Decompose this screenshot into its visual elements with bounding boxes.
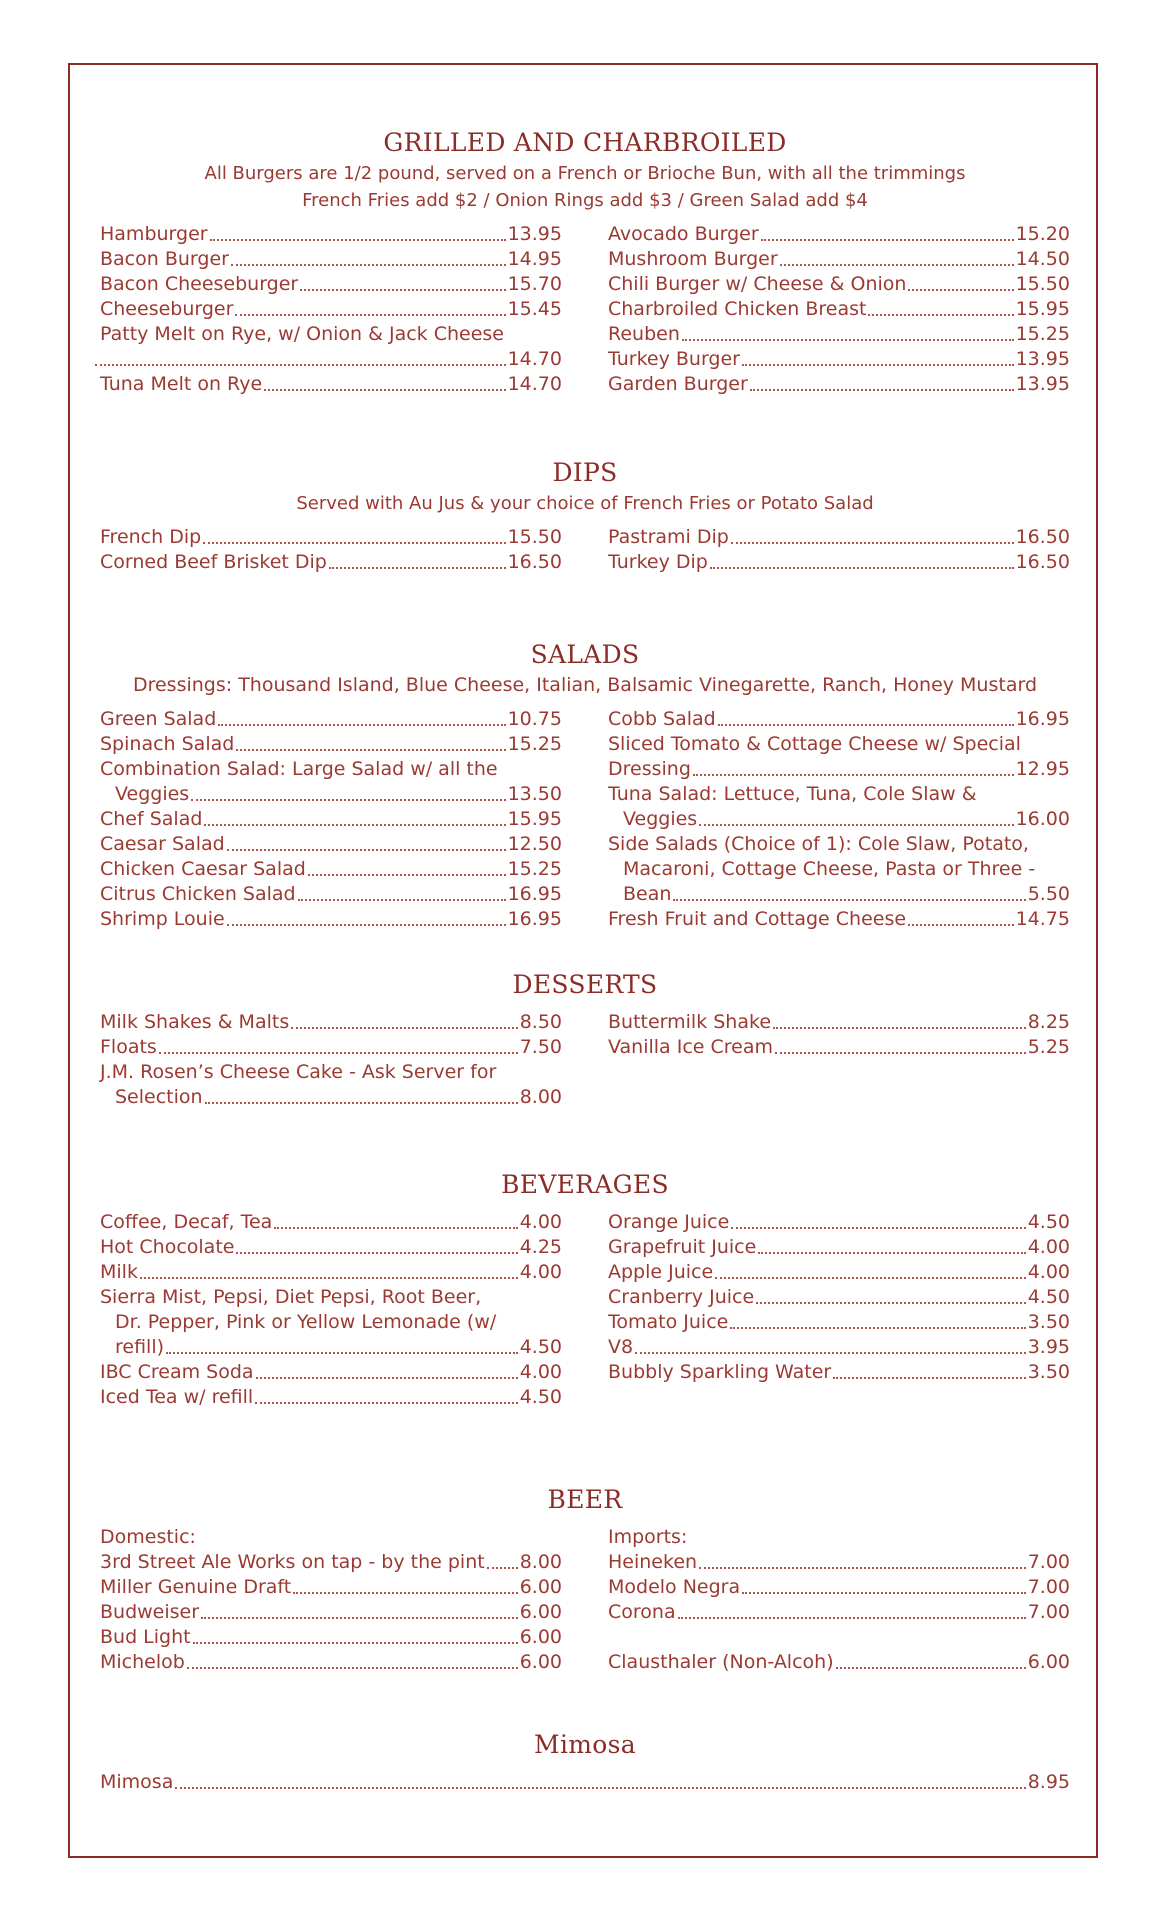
section-subtitle: French Fries add $2 / Onion Rings add $3 / Green Salad add $4 [302, 190, 868, 211]
item-price: 16.50 [507, 551, 562, 573]
item-name: Patty Melt on Rye, w/ Onion & Jack Cheese [100, 323, 504, 345]
dot-leader [868, 314, 1013, 316]
dot-leader [227, 924, 506, 926]
menu-column-right [608, 1525, 1070, 1675]
menu-item [100, 1650, 562, 1675]
item-name: 3rd Street Ale Works on tap - by the pint [100, 1551, 485, 1573]
item-price: 8.95 [1027, 1771, 1070, 1793]
item-price: 16.50 [1015, 526, 1070, 548]
item-price: 16.95 [1015, 708, 1070, 730]
item-price: 6.00 [519, 1576, 562, 1598]
dot-leader [750, 389, 1014, 391]
item-price: 15.25 [507, 733, 562, 755]
item-price: 8.00 [519, 1551, 562, 1573]
menu-item [608, 550, 1070, 575]
menu-item [100, 1260, 562, 1285]
item-name: Citrus Chicken Salad [100, 883, 296, 905]
item-price: 4.50 [1027, 1211, 1070, 1233]
dot-leader [300, 289, 505, 291]
item-name: Tuna Salad: Lettuce, Tuna, Cole Slaw & [608, 783, 977, 805]
menu-item [100, 1035, 562, 1060]
section-desserts [100, 968, 1070, 1110]
item-name: Sliced Tomato & Cottage Cheese w/ Special [608, 733, 1021, 755]
section-beverages [100, 1168, 1070, 1410]
menu-item [608, 247, 1070, 272]
item-name: Charbroiled Chicken Breast [608, 298, 867, 320]
menu-item [608, 1010, 1070, 1035]
dot-leader [487, 1567, 518, 1569]
dot-leader [635, 1352, 1026, 1354]
item-price: 16.50 [1015, 551, 1070, 573]
dot-leader [731, 542, 1014, 544]
dot-leader [761, 239, 1014, 241]
item-price: 15.25 [1015, 323, 1070, 345]
section-title: SALADS [530, 640, 640, 669]
menu-item [608, 1600, 1070, 1625]
dot-leader [231, 264, 506, 266]
item-name: Budweiser [100, 1601, 200, 1623]
item-price: 4.00 [1027, 1236, 1070, 1258]
menu-column-right [608, 222, 1070, 397]
item-name: Spinach Salad [100, 733, 235, 755]
menu-item [100, 807, 562, 832]
item-name: Coffee, Decaf, Tea [100, 1211, 273, 1233]
menu-column-left [100, 707, 562, 932]
menu-item [100, 1770, 1070, 1795]
item-price: 14.50 [1015, 248, 1070, 270]
dot-leader [274, 1227, 517, 1229]
item-name: French Dip [100, 526, 202, 548]
item-name: Green Salad [100, 708, 217, 730]
item-price: 3.95 [1027, 1336, 1070, 1358]
menu-column-right [608, 1010, 1070, 1110]
menu-item [100, 1235, 562, 1260]
item-name: Miller Genuine Draft [100, 1576, 292, 1598]
section-beer [100, 1483, 1070, 1675]
item-price: 6.00 [519, 1626, 562, 1648]
item-name: Mushroom Burger [608, 248, 778, 270]
menu-item [608, 1035, 1070, 1060]
menu-item [608, 222, 1070, 247]
menu-item [608, 1650, 1070, 1675]
item-price: 15.70 [507, 273, 562, 295]
item-price: 6.00 [519, 1651, 562, 1673]
imports-label: Imports: [608, 1526, 688, 1548]
item-name: Caesar Salad [100, 833, 225, 855]
dot-leader [293, 1592, 517, 1594]
item-name: Corona [608, 1601, 676, 1623]
item-name: Cranberry Juice [608, 1286, 755, 1308]
item-name: Combination Salad: Large Salad w/ all the [100, 758, 498, 780]
section-grilled [100, 126, 1070, 397]
menu-item [100, 832, 562, 857]
item-name: Fresh Fruit and Cottage Cheese [608, 908, 907, 930]
menu-item [100, 1010, 562, 1035]
dot-leader [756, 1302, 1026, 1304]
item-price: 7.50 [519, 1036, 562, 1058]
menu-item [608, 1285, 1070, 1310]
dot-leader [187, 1667, 518, 1669]
menu-item [100, 1285, 562, 1360]
item-price: 6.00 [519, 1601, 562, 1623]
menu-item [608, 832, 1070, 907]
menu-item [100, 1210, 562, 1235]
section-title: BEER [547, 1485, 623, 1514]
item-name: Floats [100, 1036, 157, 1058]
item-name: Heineken [608, 1551, 698, 1573]
item-price: 8.25 [1027, 1011, 1070, 1033]
item-price: 7.00 [1027, 1601, 1070, 1623]
item-price: 15.25 [507, 858, 562, 880]
menu-item [608, 1235, 1070, 1260]
item-price: 12.50 [507, 833, 562, 855]
menu-column-right [608, 707, 1070, 932]
menu-item [100, 907, 562, 932]
dot-leader [140, 1277, 518, 1279]
dot-leader [742, 1592, 1026, 1594]
item-price: 16.00 [1015, 808, 1070, 830]
item-name: Turkey Burger [608, 348, 740, 370]
item-price: 7.00 [1027, 1576, 1070, 1598]
item-name: Tomato Juice [608, 1311, 729, 1333]
item-name: Bacon Burger [100, 248, 229, 270]
item-price: 13.50 [507, 783, 562, 805]
menu-item [100, 297, 562, 322]
section-title: DESSERTS [512, 970, 658, 999]
item-name: Milk [100, 1261, 138, 1283]
item-name: Tuna Melt on Rye [100, 373, 263, 395]
dot-leader [255, 1402, 518, 1404]
item-name: Clausthaler (Non-Alcoh) [608, 1651, 834, 1673]
item-price: 4.25 [519, 1236, 562, 1258]
item-name: Cheeseburger [100, 298, 234, 320]
item-name: J.M. Rosen’s Cheese Cake - Ask Server for [100, 1061, 497, 1083]
item-price: 8.00 [519, 1086, 562, 1108]
menu-item [608, 347, 1070, 372]
item-name: Avocado Burger [608, 223, 759, 245]
item-price: 4.00 [519, 1361, 562, 1383]
item-price: 3.50 [1027, 1311, 1070, 1333]
item-name: Pastrami Dip [608, 526, 729, 548]
menu-column-left [100, 1525, 562, 1675]
dot-leader [308, 874, 506, 876]
item-price: 15.50 [1015, 273, 1070, 295]
item-price: 14.70 [507, 373, 562, 395]
menu-item [608, 1550, 1070, 1575]
menu-item [100, 1600, 562, 1625]
dot-leader [780, 264, 1014, 266]
item-name: Grapefruit Juice [608, 1236, 757, 1258]
section-dips [100, 456, 1070, 575]
menu-item [608, 782, 1070, 832]
dot-leader [833, 1377, 1025, 1379]
item-name: Side Salads (Choice of 1): Cole Slaw, Potato, [608, 833, 1029, 855]
item-name-cont: Selection [115, 1086, 203, 1108]
domestic-label: Domestic: [100, 1526, 196, 1548]
item-name-cont: Macaroni, Cottage Cheese, Pasta or Three - [623, 858, 1036, 880]
dot-leader [203, 542, 505, 544]
dot-leader [159, 1052, 518, 1054]
item-price: 4.50 [519, 1336, 562, 1358]
menu-item [100, 222, 562, 247]
item-name: Iced Tea w/ refill [100, 1386, 254, 1408]
item-name: Cobb Salad [608, 708, 716, 730]
menu-item [100, 372, 562, 397]
dot-leader [210, 239, 506, 241]
item-name: Bacon Cheeseburger [100, 273, 299, 295]
item-price: 4.00 [519, 1261, 562, 1283]
item-name: Corned Beef Brisket Dip [100, 551, 327, 573]
dot-leader [235, 314, 505, 316]
section-subtitle: Dressings: Thousand Island, Blue Cheese, Italian, Balsamic Vinegarette, Ranch, Honey Mustard [132, 674, 1038, 696]
dot-leader [227, 849, 506, 851]
item-price: 4.50 [519, 1386, 562, 1408]
item-name: Shrimp Louie [100, 908, 225, 930]
dot-leader [236, 749, 505, 751]
menu-item [608, 1260, 1070, 1285]
menu-item [100, 272, 562, 297]
item-price: 7.00 [1027, 1551, 1070, 1573]
section-mimosa [100, 1728, 1070, 1795]
menu-item [608, 1335, 1070, 1360]
item-price: 15.45 [507, 298, 562, 320]
item-price: 13.95 [1015, 348, 1070, 370]
menu-item [608, 907, 1070, 932]
item-name: Garden Burger [608, 373, 748, 395]
dot-leader [201, 1617, 518, 1619]
menu-item [608, 1210, 1070, 1235]
dot-leader [730, 1327, 1025, 1329]
menu-item [100, 1625, 562, 1650]
menu-column-left [100, 222, 562, 397]
menu-item [100, 1550, 562, 1575]
item-price: 6.00 [1027, 1651, 1070, 1673]
menu-item [100, 1060, 562, 1110]
item-price: 16.95 [507, 883, 562, 905]
item-name-cont: Dressing [608, 758, 691, 780]
menu-item [608, 707, 1070, 732]
menu-column-left [100, 1010, 562, 1110]
item-price: 15.20 [1015, 223, 1070, 245]
item-name: Reuben [608, 323, 680, 345]
menu-item [100, 882, 562, 907]
dot-leader [256, 1377, 518, 1379]
item-name-cont: Bean [623, 883, 672, 905]
item-name: Turkey Dip [608, 551, 708, 573]
item-name: Vanilla Ice Cream [608, 1036, 774, 1058]
item-name: Orange Juice [608, 1211, 730, 1233]
section-title: DIPS [552, 458, 618, 487]
menu-column-left [100, 525, 562, 575]
section-subtitle: Served with Au Jus & your choice of French Fries or Potato Salad [296, 493, 874, 514]
dot-leader [329, 567, 506, 569]
dot-leader [715, 1277, 1026, 1279]
item-name: IBC Cream Soda [100, 1361, 254, 1383]
item-price: 14.70 [507, 348, 562, 370]
menu-item [608, 1575, 1070, 1600]
item-name: Chicken Caesar Salad [100, 858, 306, 880]
section-salads [100, 638, 1070, 932]
menu-item [100, 1360, 562, 1385]
item-price: 5.25 [1027, 1036, 1070, 1058]
section-title: BEVERAGES [501, 1170, 669, 1199]
item-price: 12.95 [1015, 758, 1070, 780]
dot-leader [678, 1617, 1026, 1619]
item-name: Buttermilk Shake [608, 1011, 772, 1033]
menu-item [608, 322, 1070, 347]
item-price: 14.95 [507, 248, 562, 270]
dot-leader [731, 1227, 1025, 1229]
item-price: 16.95 [507, 908, 562, 930]
menu-item [608, 1360, 1070, 1385]
dot-leader [236, 1252, 517, 1254]
item-name: Modelo Negra [608, 1576, 741, 1598]
item-price: 4.00 [519, 1211, 562, 1233]
item-name: Michelob [100, 1651, 185, 1673]
item-name-cont: refill) [115, 1336, 165, 1358]
menu-item [100, 1385, 562, 1410]
menu-item [608, 372, 1070, 397]
dot-leader [298, 899, 506, 901]
item-price: 15.50 [507, 526, 562, 548]
menu-item [608, 297, 1070, 322]
item-price: 13.95 [1015, 373, 1070, 395]
menu-column-right [608, 525, 1070, 575]
item-name: Bubbly Sparkling Water [608, 1361, 832, 1383]
item-name: Bud Light [100, 1626, 191, 1648]
item-price: 8.50 [519, 1011, 562, 1033]
item-price: 10.75 [507, 708, 562, 730]
item-name: Apple Juice [608, 1261, 714, 1283]
item-price: 15.95 [1015, 298, 1070, 320]
item-name-cont: Veggies [623, 808, 698, 830]
dot-leader [710, 567, 1014, 569]
dot-leader [291, 1027, 517, 1029]
dot-leader [193, 1642, 518, 1644]
item-name: Hamburger [100, 223, 208, 245]
menu-item [608, 1310, 1070, 1335]
dot-leader [908, 289, 1013, 291]
item-name: Mimosa [100, 1771, 174, 1793]
dot-leader [773, 1027, 1026, 1029]
item-name-cont: Dr. Pepper, Pink or Yellow Lemonade (w/ [115, 1311, 497, 1333]
menu-item [100, 732, 562, 757]
item-name: Hot Chocolate [100, 1236, 235, 1258]
item-name: Sierra Mist, Pepsi, Diet Pepsi, Root Beer, [100, 1286, 482, 1308]
menu-item [608, 732, 1070, 782]
menu-item [100, 1575, 562, 1600]
dot-leader [699, 1567, 1026, 1569]
menu-item [100, 757, 562, 807]
item-name: Chili Burger w/ Cheese & Onion [608, 273, 907, 295]
item-price: 4.00 [1027, 1261, 1070, 1283]
item-price: 14.75 [1015, 908, 1070, 930]
section-subtitle: All Burgers are 1/2 pound, served on a French or Brioche Bun, with all the trimmings [204, 163, 966, 184]
menu-column-right [608, 1210, 1070, 1410]
menu-item [608, 272, 1070, 297]
item-name: Milk Shakes & Malts [100, 1011, 290, 1033]
item-price: 15.95 [507, 808, 562, 830]
menu-item [100, 857, 562, 882]
dot-leader [742, 364, 1014, 366]
menu-item [100, 525, 562, 550]
item-name: Chef Salad [100, 808, 203, 830]
menu-item [100, 247, 562, 272]
item-name-cont: Veggies [115, 783, 190, 805]
dot-leader [218, 724, 505, 726]
dot-leader [758, 1252, 1025, 1254]
dot-leader [775, 1052, 1026, 1054]
section-title: GRILLED AND CHARBROILED [383, 128, 787, 157]
item-price: 5.50 [1027, 883, 1070, 905]
menu-item [100, 550, 562, 575]
item-name: V8 [608, 1336, 634, 1358]
menu-column-left [100, 1210, 562, 1410]
dot-leader [204, 824, 505, 826]
section-title: Mimosa [534, 1730, 636, 1759]
item-price: 4.50 [1027, 1286, 1070, 1308]
item-price: 13.95 [507, 223, 562, 245]
menu-item [100, 707, 562, 732]
menu-item [100, 322, 562, 372]
menu-item [608, 525, 1070, 550]
dot-leader [682, 339, 1014, 341]
item-price: 3.50 [1027, 1361, 1070, 1383]
